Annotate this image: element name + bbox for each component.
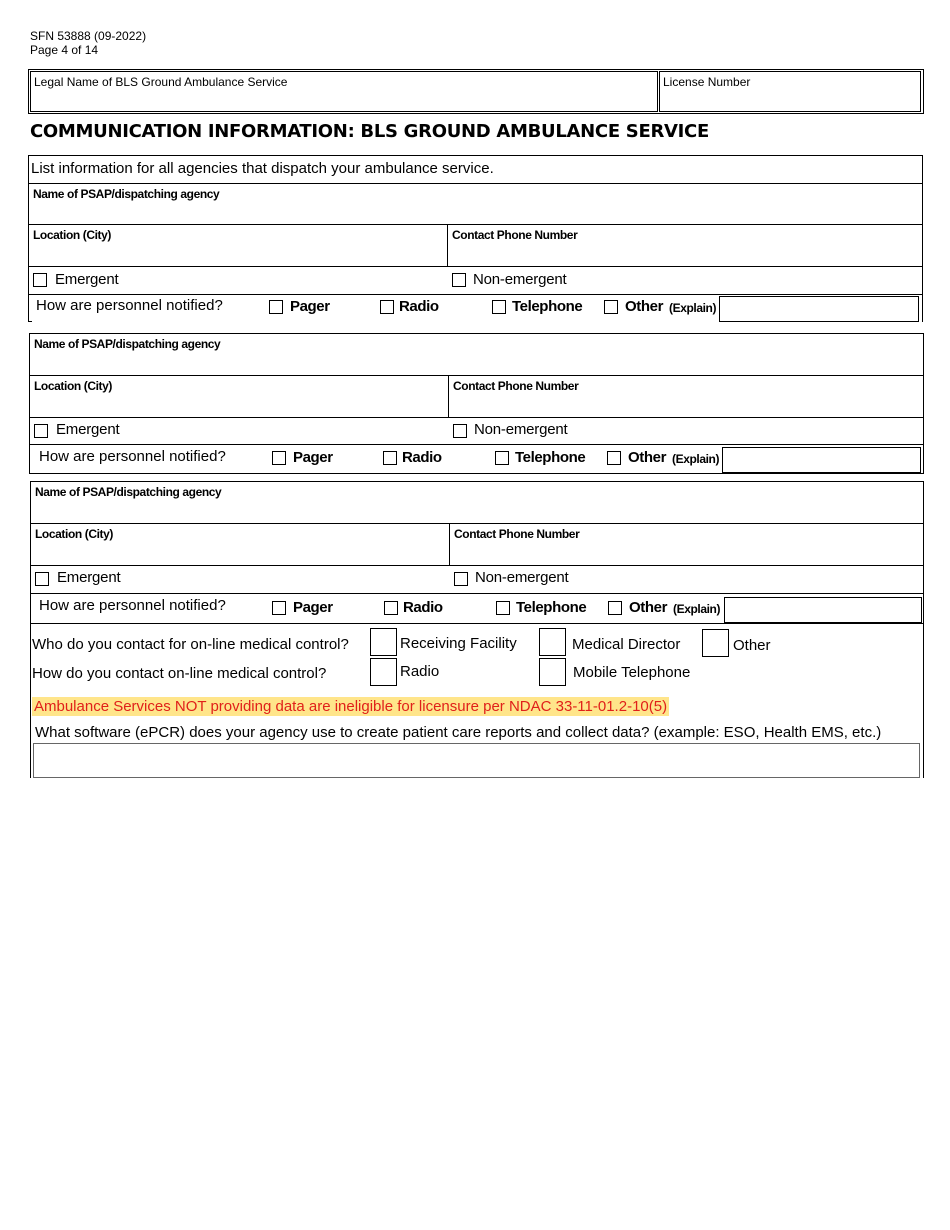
row-border — [29, 444, 30, 474]
who-contact-question: Who do you contact for on-line medical control? — [32, 636, 349, 653]
non-emergent-label: Non-emergent — [473, 271, 567, 288]
software-question: What software (ePCR) does your agency use to create patient care reports and collect data? (example: ESO, Health EMS, etc.) — [35, 724, 882, 741]
contact-phone-field[interactable] — [447, 224, 923, 267]
telephone-checkbox[interactable] — [495, 451, 509, 465]
radio-label: Radio — [403, 599, 443, 616]
telephone-label: Telephone — [515, 449, 586, 466]
agency-name-label: Name of PSAP/dispatching agency — [34, 337, 221, 351]
other-checkbox[interactable] — [604, 300, 618, 314]
pager-label: Pager — [293, 599, 333, 616]
radio-label: Radio — [402, 449, 442, 466]
other-label: Other — [629, 599, 668, 616]
legal-name-field[interactable] — [30, 71, 658, 112]
telephone-checkbox[interactable] — [496, 601, 510, 615]
emergent-label: Emergent — [56, 421, 120, 438]
medical-director-checkbox[interactable] — [539, 628, 566, 656]
telephone-checkbox[interactable] — [492, 300, 506, 314]
explain-label: (Explain) — [672, 452, 720, 466]
location-label: Location (City) — [34, 379, 112, 393]
location-field[interactable] — [29, 375, 449, 418]
explain-label: (Explain) — [669, 301, 717, 315]
agency-name-field[interactable] — [28, 183, 923, 225]
row-border — [30, 623, 924, 624]
receiving-facility-checkbox[interactable] — [370, 628, 397, 656]
pager-label: Pager — [293, 449, 333, 466]
contact-phone-label: Contact Phone Number — [453, 379, 579, 393]
telephone-label: Telephone — [516, 599, 587, 616]
mobile-telephone-checkbox[interactable] — [539, 658, 566, 686]
non-emergent-label: Non-emergent — [475, 569, 569, 586]
contact-phone-label: Contact Phone Number — [452, 228, 578, 242]
contact-phone-field[interactable] — [449, 523, 924, 566]
telephone-label: Telephone — [512, 298, 583, 315]
location-field[interactable] — [28, 224, 448, 267]
emergent-label: Emergent — [57, 569, 121, 586]
radio-checkbox[interactable] — [383, 451, 397, 465]
radio-contact-checkbox[interactable] — [370, 658, 397, 686]
location-label: Location (City) — [33, 228, 111, 242]
emergent-checkbox[interactable] — [34, 424, 48, 438]
other-contact-checkbox[interactable] — [702, 629, 729, 657]
other-explain-input[interactable] — [719, 296, 919, 322]
pager-checkbox[interactable] — [272, 451, 286, 465]
contact-phone-label: Contact Phone Number — [454, 527, 580, 541]
non-emergent-checkbox[interactable] — [452, 273, 466, 287]
radio-label: Radio — [399, 298, 439, 315]
other-label: Other — [628, 449, 667, 466]
agency-name-label: Name of PSAP/dispatching agency — [35, 485, 222, 499]
location-field[interactable] — [30, 523, 450, 566]
how-contact-question: How do you contact on-line medical control? — [32, 665, 327, 682]
explain-label: (Explain) — [673, 602, 721, 616]
other-checkbox[interactable] — [607, 451, 621, 465]
license-number-field[interactable] — [659, 71, 921, 112]
other-contact-label: Other — [733, 637, 771, 654]
notify-question: How are personnel notified? — [36, 297, 223, 314]
location-label: Location (City) — [35, 527, 113, 541]
emergent-checkbox[interactable] — [33, 273, 47, 287]
emergent-label: Emergent — [55, 271, 119, 288]
other-explain-input[interactable] — [722, 447, 921, 473]
row-border — [28, 294, 29, 322]
section-border-left — [30, 593, 31, 778]
other-label: Other — [625, 298, 664, 315]
radio-checkbox[interactable] — [380, 300, 394, 314]
row-border — [28, 321, 32, 322]
non-emergent-label: Non-emergent — [474, 421, 568, 438]
radio-checkbox[interactable] — [384, 601, 398, 615]
notify-question: How are personnel notified? — [39, 597, 226, 614]
license-number-label: License Number — [663, 75, 751, 89]
non-emergent-checkbox[interactable] — [453, 424, 467, 438]
medical-director-label: Medical Director — [572, 636, 681, 653]
other-checkbox[interactable] — [608, 601, 622, 615]
non-emergent-checkbox[interactable] — [454, 572, 468, 586]
agency-name-label: Name of PSAP/dispatching agency — [33, 187, 220, 201]
notify-question: How are personnel notified? — [39, 448, 226, 465]
page-number: Page 4 of 14 — [30, 43, 99, 57]
intro-text: List information for all agencies that dispatch your ambulance service. — [31, 160, 494, 177]
pager-checkbox[interactable] — [269, 300, 283, 314]
intro-row — [28, 155, 923, 184]
section-border-right — [923, 593, 924, 778]
radio-contact-label: Radio — [400, 663, 440, 680]
legal-name-label: Legal Name of BLS Ground Ambulance Service — [34, 75, 288, 89]
row-border — [922, 294, 923, 322]
form-id: SFN 53888 (09-2022) — [30, 29, 147, 43]
agency-name-field[interactable] — [30, 481, 924, 524]
row-border — [29, 473, 924, 474]
contact-phone-field[interactable] — [448, 375, 924, 418]
pager-label: Pager — [290, 298, 330, 315]
section-title: COMMUNICATION INFORMATION: BLS GROUND AMBULANCE SERVICE — [30, 121, 709, 142]
other-explain-input[interactable] — [724, 597, 922, 623]
agency-name-field[interactable] — [29, 333, 924, 376]
mobile-telephone-label: Mobile Telephone — [573, 664, 691, 681]
licensure-warning: Ambulance Services NOT providing data are ineligible for licensure per NDAC 33-11-01.2-10(5) — [34, 698, 668, 715]
receiving-facility-label: Receiving Facility — [400, 635, 517, 652]
row-border — [923, 444, 924, 474]
emergent-checkbox[interactable] — [35, 572, 49, 586]
pager-checkbox[interactable] — [272, 601, 286, 615]
software-input[interactable] — [33, 743, 920, 778]
